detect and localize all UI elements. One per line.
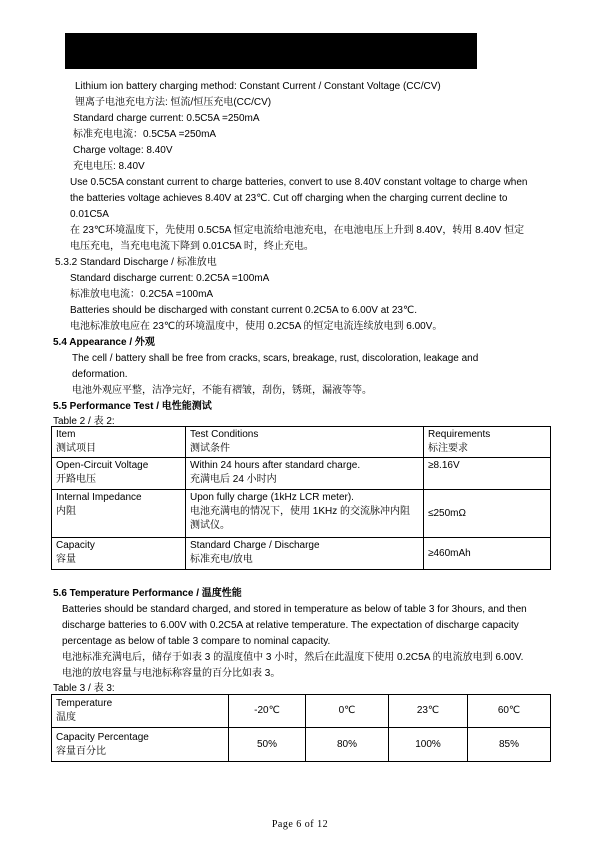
charge-voltage-en: Charge voltage: 8.40V <box>73 145 173 156</box>
table-row <box>52 695 551 728</box>
table-cell <box>186 458 424 490</box>
table-cell <box>229 728 306 762</box>
capacity-label-en: Capacity Percentage <box>56 731 149 743</box>
std-charge-current-en: Standard charge current: 0.5C5A =250mA <box>73 113 260 124</box>
table-cell <box>306 728 389 762</box>
temperature-value: 0℃ <box>338 705 356 716</box>
discharge-heading: 5.3.2 Standard Discharge / 标准放电 <box>55 257 217 268</box>
capacity-value: 80% <box>336 738 357 750</box>
temperature-value: 60℃ <box>497 705 521 716</box>
item-name-en: Open-Circuit Voltage <box>56 460 149 471</box>
performance-heading: 5.5 Performance Test / 电性能测试 <box>53 401 212 412</box>
discharge-current-en: Standard discharge current: 0.2C5A =100mA <box>70 273 270 284</box>
table-cell <box>424 490 551 538</box>
condition-line: 充满电后 24 小时内 <box>190 474 277 485</box>
requirement-value: ≥8.16V <box>428 460 460 471</box>
table-cell <box>424 458 551 490</box>
header-cond-cn: 测试条件 <box>190 443 230 454</box>
condition-line: 标准充电/放电 <box>190 554 253 565</box>
header-item-cn: 测试项目 <box>56 443 96 454</box>
charging-desc-en-1: Use 0.5C5A constant current to charge batteries, convert to use 8.40V constant voltage to charge when <box>70 177 528 188</box>
table-cell <box>424 427 551 458</box>
temperature-text-en-3: percentage as below of table 3 compare to nominal capacity. <box>62 636 331 647</box>
temperature-value: 23℃ <box>416 705 440 716</box>
capacity-value: 100% <box>415 738 441 750</box>
discharge-current-cn: 标准放电电流：0.2C5A =100mA <box>70 289 214 300</box>
requirement-value: ≤250mΩ <box>428 507 466 519</box>
table-cell <box>468 695 551 728</box>
condition-line: Within 24 hours after standard charge. <box>190 460 361 471</box>
table-cell <box>186 538 424 570</box>
performance-table <box>51 426 551 570</box>
condition-line: Upon fully charge (1kHz LCR meter). <box>190 492 354 503</box>
capacity-value: 85% <box>498 738 519 750</box>
table-row <box>52 490 551 538</box>
temperature-heading: 5.6 Temperature Performance / 温度性能 <box>53 588 242 599</box>
table-cell <box>424 538 551 570</box>
temperature-table <box>51 694 551 762</box>
discharge-desc-cn: 电池标准放电应在 23℃的环境温度中，使用 0.2C5A 的恒定电流连续放电到 6.00V。 <box>70 321 443 332</box>
table2-caption: Table 2 / 表 2: <box>53 416 115 427</box>
header-req-en: Requirements <box>428 429 491 440</box>
header-cond-en: Test Conditions <box>190 429 259 440</box>
item-name-cn: 开路电压 <box>56 474 96 485</box>
charge-voltage-cn: 充电电压: 8.40V <box>73 161 145 172</box>
table-cell <box>306 695 389 728</box>
appearance-text-en-2: deformation. <box>72 369 128 380</box>
table-cell <box>52 490 186 538</box>
appearance-heading: 5.4 Appearance / 外观 <box>53 337 155 348</box>
temperature-label-cn: 温度 <box>56 712 76 723</box>
item-name-en: Capacity <box>56 540 95 551</box>
condition-line: Standard Charge / Discharge <box>190 540 320 551</box>
condition-line: 电池充满电的情况下，使用 1KHz 的交流脉冲内阻 <box>190 506 411 517</box>
charging-desc-cn-1: 在 23℃环境温度下，先使用 0.5C5A 恒定电流给电池充电，在电池电压上升到 8.40V，转用 8.40V 恒定 <box>70 225 525 236</box>
charging-method-cn: 锂离子电池充电方法: 恒流/恒压充电(CC/CV) <box>75 97 272 108</box>
table-row <box>52 427 551 458</box>
table-cell <box>389 728 468 762</box>
condition-line: 测试仪。 <box>190 520 230 531</box>
table-cell <box>468 728 551 762</box>
item-name-en: Internal Impedance <box>56 492 142 503</box>
item-name-cn: 容量 <box>56 554 76 565</box>
table-row <box>52 728 551 762</box>
temperature-text-en-1: Batteries should be standard charged, and stored in temperature as below of table 3 for 3hours, and then <box>62 604 527 615</box>
temperature-label-en: Temperature <box>56 698 113 709</box>
table-cell <box>229 695 306 728</box>
charging-desc-en-2: the batteries voltage achieves 8.40V at 23℃. Cut off charging when the charging current decline to <box>70 193 508 204</box>
discharge-desc-en: Batteries should be discharged with constant current 0.2C5A to 6.00V at 23℃. <box>70 305 417 316</box>
charging-desc-cn-2: 电压充电，当充电电流下降到 0.01C5A 时，终止充电。 <box>70 241 314 252</box>
table-cell <box>52 695 229 728</box>
appearance-text-cn: 电池外观应平整，洁净完好，不能有褶皱，刮伤，锈斑，漏液等等。 <box>72 385 372 396</box>
capacity-label-cn: 容量百分比 <box>56 745 106 757</box>
table-cell <box>389 695 468 728</box>
header-req-cn: 标注要求 <box>428 443 468 454</box>
table-cell <box>52 538 186 570</box>
capacity-value: 50% <box>256 738 277 750</box>
table-cell <box>52 427 186 458</box>
page-footer: Page 6 of 12 <box>271 819 329 830</box>
appearance-text-en-1: The cell / battery shall be free from cracks, scars, breakage, rust, discoloration, leakage and <box>72 353 479 364</box>
table-row <box>52 458 551 490</box>
temperature-text-cn-2: 电池的放电容量与电池标称容量的百分比如表 3。 <box>62 668 281 679</box>
temperature-text-en-2: discharge batteries to 6.00V with 0.2C5A at relative temperature. The expectation of discharge capacity <box>62 620 519 631</box>
table3-caption: Table 3 / 表 3: <box>53 683 115 694</box>
table-row <box>52 538 551 570</box>
charging-desc-en-3: 0.01C5A <box>70 209 109 220</box>
table-cell <box>186 427 424 458</box>
table-cell <box>52 728 229 762</box>
temperature-value: -20℃ <box>254 705 280 716</box>
table-cell <box>52 458 186 490</box>
redaction-bar <box>65 33 477 69</box>
requirement-value: ≥460mAh <box>428 547 471 559</box>
table-cell <box>186 490 424 538</box>
std-charge-current-cn: 标准充电电流：0.5C5A =250mA <box>73 129 217 140</box>
item-name-cn: 内阻 <box>56 506 76 517</box>
header-item-en: Item <box>56 429 76 440</box>
temperature-text-cn-1: 电池标准充满电后，储存于如表 3 的温度值中 3 小时，然后在此温度下使用 0.2C5A 的电流放电到 6.00V. <box>62 652 524 663</box>
charging-method-en: Lithium ion battery charging method: Constant Current / Constant Voltage (CC/CV) <box>75 81 441 92</box>
